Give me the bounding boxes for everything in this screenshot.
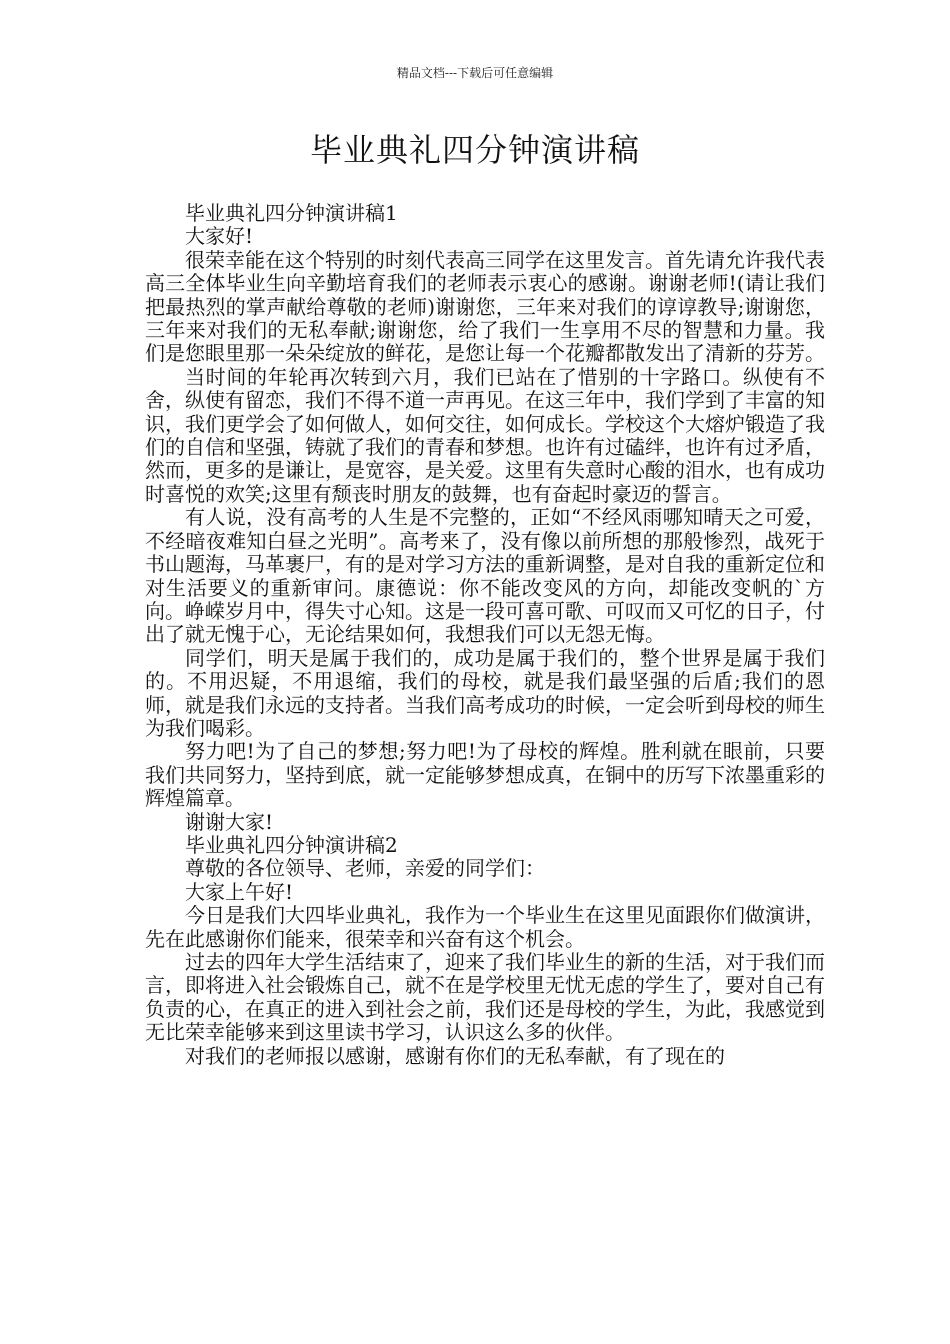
- section-heading-1: 毕业典礼四分钟演讲稿1: [185, 201, 398, 225]
- paragraph: 对我们的老师报以感谢，感谢有你们的无私奉献，有了现在的: [185, 1043, 725, 1068]
- closing-line: 谢谢大家!: [185, 809, 274, 834]
- paragraph: 同学们，明天是属于我们的，成功是属于我们的，整个世界是属于我们的。不用迟疑，不用退缩，我们的母校，就是我们最坚强的后盾;我们的恩师，就是我们永远的支持者。当我们高考成功的时候，一定会听到母校的师生为我们喝彩。: [145, 645, 825, 740]
- paragraph: 很荣幸能在这个特别的时刻代表高三同学在这里发言。首先请允许我代表高三全体毕业生向辛勤培育我们的老师表示衷心的感谢。谢谢老师!(请让我们把最热烈的掌声献给尊敬的老师)谢谢您，三年来对我们的谆谆教导;谢谢您，三年来对我们的无私奉献;谢谢您，给了我们一生享用不尽的智慧和力量。我们是您眼里那一朵朵绽放的鲜花，是您让每一个花瓣都散发出了清新的芬芳。: [145, 247, 825, 366]
- document-body: [145, 202, 825, 1068]
- greeting: 大家好!: [185, 224, 254, 249]
- paragraph: 过去的四年大学生活结束了，迎来了我们毕业生的新的生活，对于我们而言，即将进入社会锻炼自己，就不在是学校里无忧无虑的学生了，要对自己有负责的心，在真正的进入到社会之前，我们还是母校的学生，为此，我感觉到无比荣幸能够来到这里读书学习，认识这么多的伙伴。: [145, 950, 825, 1045]
- document-title: 毕业典礼四分钟演讲稿: [309, 131, 640, 169]
- paragraph: 当时间的年轮再次转到六月，我们已站在了惜别的十字路口。纵使有不舍，纵使有留恋，我们不得不道一声再见。在这三年中，我们学到了丰富的知识，我们更学会了如何做人，如何交往，如何成长。学校这个大熔炉锻造了我们的自信和坚强，铸就了我们的青春和梦想。也许有过磕绊，也许有过矛盾，然而，更多的是谦让，是宽容，是关爱。这里有失意时心酸的泪水，也有成功时喜悦的欢笑;这里有颓丧时朋友的鼓舞，也有奋起时豪迈的誓言。: [145, 364, 825, 506]
- paragraph: 有人说，没有高考的人生是不完整的，正如“不经风雨哪知晴天之可爱，不经暗夜难知白昼之光明”。高考来了，没有像以前所想的那般惨烈，战死于书山题海，马革裹尸，有的是对学习方法的重新调整，是对自我的重新定位和对生活要义的重新审问。康德说：你不能改变风的方向，却能改变帆的`方向。峥嵘岁月中，得失寸心知。这是一段可喜可歌、可叹而又可忆的日子，付出了就无愧于心，无论结果如何，我想我们可以无怨无悔。: [145, 505, 825, 647]
- paragraph: 今日是我们大四毕业典礼，我作为一个毕业生在这里见面跟你们做演讲，先在此感谢你们能来，很荣幸和兴奋有这个机会。: [145, 903, 825, 951]
- section-heading-2: 毕业典礼四分钟演讲稿2: [185, 832, 398, 857]
- page-header-note: 精品文档---下载后可任意编辑: [396, 66, 554, 80]
- paragraph: 努力吧!为了自己的梦想;努力吧!为了母校的辉煌。胜利就在眼前，只要我们共同努力，坚持到底，就一定能够梦想成真，在铜中的历写下浓墨重彩的辉煌篇章。: [145, 739, 825, 811]
- salutation: 尊敬的各位领导、老师，亲爱的同学们：: [185, 856, 545, 881]
- greeting: 大家上午好!: [185, 879, 294, 904]
